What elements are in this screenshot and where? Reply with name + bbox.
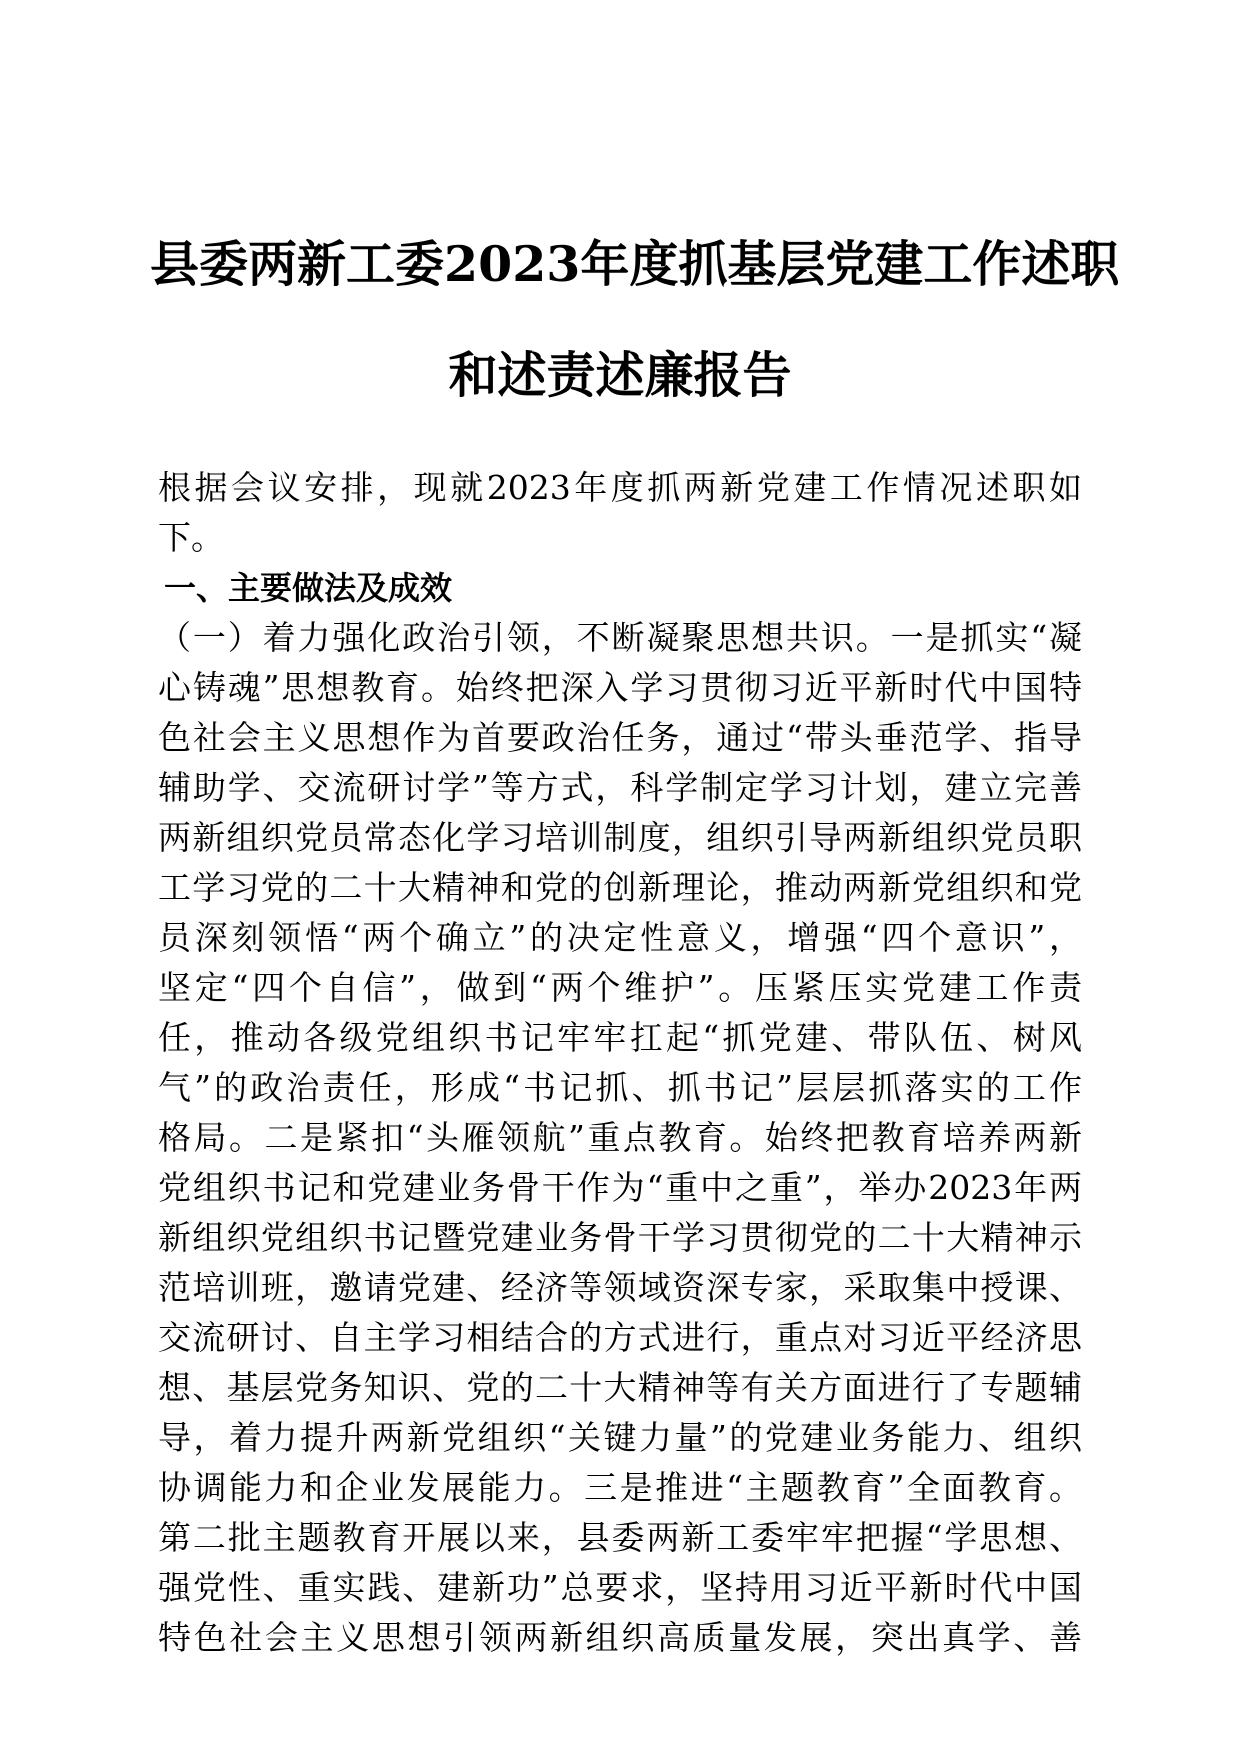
body-line: 交流研讨、自主学习相结合的方式进行，重点对习近平经济思 [158, 1318, 1082, 1357]
body-line: 特色社会主义思想引领两新组织高质量发展，突出真学、善 [158, 1618, 1082, 1657]
body-line: 范培训班，邀请党建、经济等领域资深专家，采取集中授课、 [158, 1268, 1082, 1307]
body-line: 格局。二是紧扣“头雁领航”重点教育。始终把教育培养两新 [158, 1118, 1082, 1157]
body-line: 第二批主题教育开展以来，县委两新工委牢牢把握“学思想、 [158, 1518, 1082, 1557]
document-body [158, 463, 1082, 1663]
body-line: 想、基层党务知识、党的二十大精神等有关方面进行了专题辅 [158, 1368, 1082, 1407]
body-line: 任，推动各级党组织书记牢牢扛起“抓党建、带队伍、树风 [158, 1018, 1082, 1057]
document-title-line-2: 和述责述廉报告 [448, 346, 792, 404]
body-line: 协调能力和企业发展能力。三是推进“主题教育”全面教育。 [158, 1468, 1082, 1507]
body-line: 色社会主义思想作为首要政治任务，通过“带头垂范学、指导 [158, 718, 1082, 757]
document-title-line-1: 县委两新工委2023年度抓基层党建工作述职 [150, 235, 1120, 293]
body-line: 党组织书记和党建业务骨干作为“重中之重”，举办2023年两 [158, 1168, 1082, 1207]
body-line: 两新组织党员常态化学习培训制度，组织引导两新组织党员职 [158, 818, 1082, 857]
section-heading: 一、主要做法及成效 [164, 569, 453, 607]
body-line: 工学习党的二十大精神和党的创新理论，推动两新党组织和党 [158, 868, 1082, 907]
body-line: 心铸魂”思想教育。始终把深入学习贯彻习近平新时代中国特 [158, 668, 1082, 707]
body-line: 强党性、重实践、建新功”总要求，坚持用习近平新时代中国 [158, 1568, 1082, 1607]
body-line: 辅助学、交流研讨学”等方式，科学制定学习计划，建立完善 [158, 768, 1082, 807]
body-line: 根据会议安排，现就2023年度抓两新党建工作情况述职如 [158, 468, 1082, 507]
body-line: 下。 [158, 518, 224, 557]
body-line: 员深刻领悟“两个确立”的决定性意义，增强“四个意识”， [158, 918, 1082, 957]
body-line: 坚定“四个自信”，做到“两个维护”。压紧压实党建工作责 [158, 968, 1082, 1007]
body-line: （一）着力强化政治引领，不断凝聚思想共识。一是抓实“凝 [158, 618, 1082, 657]
body-line: 导，着力提升两新党组织“关键力量”的党建业务能力、组织 [158, 1418, 1082, 1457]
body-line: 新组织党组织书记暨党建业务骨干学习贯彻党的二十大精神示 [158, 1218, 1082, 1257]
body-line: 气”的政治责任，形成“书记抓、抓书记”层层抓落实的工作 [158, 1068, 1082, 1107]
